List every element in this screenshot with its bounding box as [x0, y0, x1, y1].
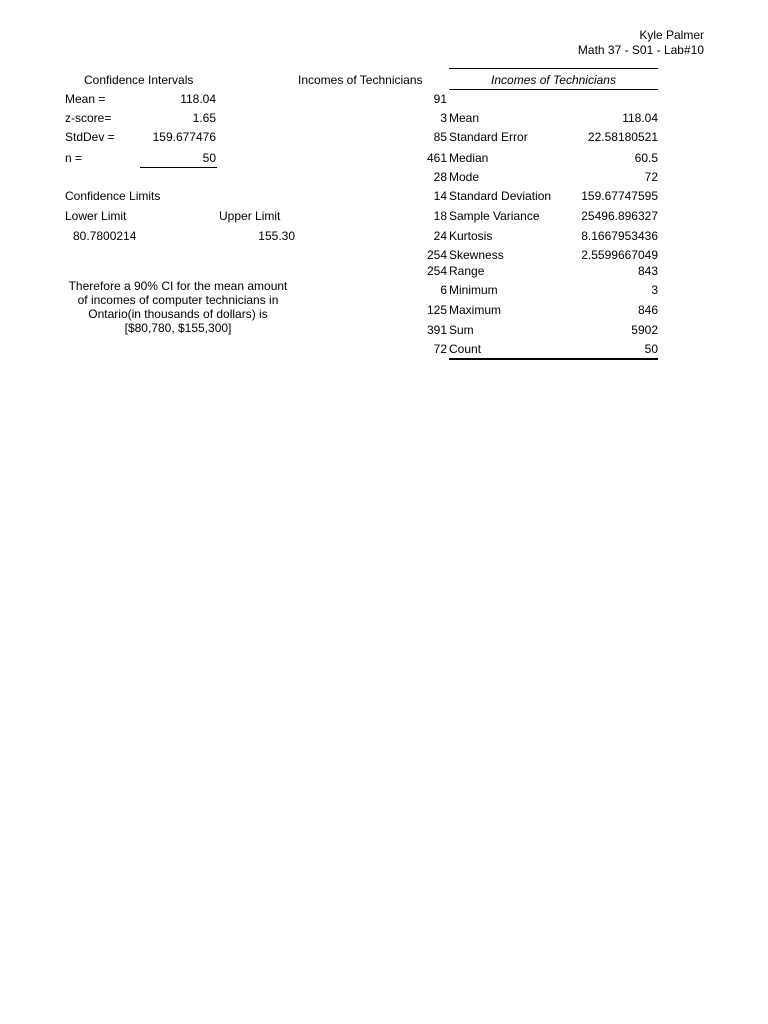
stats-bottom-rule: [449, 358, 658, 360]
income-value: 6: [440, 283, 447, 297]
stats-row-value: 2.5599667049: [581, 248, 658, 262]
n-label: n =: [65, 151, 83, 165]
lower-limit-label: Lower Limit: [65, 209, 127, 223]
stats-row: [449, 283, 658, 297]
lower-limit-value: 80.7800214: [73, 229, 137, 243]
stats-row-label: Sample Variance: [449, 209, 540, 223]
stats-row: [449, 303, 658, 317]
income-value: 254: [426, 248, 447, 262]
income-value: 14: [433, 189, 447, 203]
stats-row-label: Mean: [449, 111, 480, 125]
stats-row-label: Median: [449, 151, 489, 165]
stats-row-value: 72: [644, 170, 658, 184]
stats-row-label: Kurtosis: [449, 229, 493, 243]
mean-value: 118.04: [180, 92, 216, 106]
stats-row: [449, 189, 658, 203]
n-value: 50: [202, 151, 216, 165]
sd-label: StdDev =: [65, 130, 115, 144]
income-value: 72: [433, 342, 447, 356]
stats-row: [449, 209, 658, 223]
stats-row: [449, 111, 658, 125]
stats-row-value: 843: [637, 264, 658, 278]
stats-row-value: 846: [637, 303, 658, 317]
stats-row-value: 3: [651, 283, 658, 297]
income-value: 461: [426, 151, 447, 165]
stats-table-header: Incomes of Technicians: [491, 73, 616, 87]
income-value: 3: [440, 111, 447, 125]
income-value: 254: [426, 264, 447, 278]
income-value: 91: [433, 92, 447, 106]
stats-row-label: Range: [449, 264, 485, 278]
stats-row: [449, 264, 658, 278]
stats-row: [449, 248, 658, 262]
income-value: 18: [433, 209, 447, 223]
stats-row-value: 25496.896327: [581, 209, 658, 223]
income-value: 125: [426, 303, 447, 317]
stats-row-value: 8.1667953436: [581, 229, 658, 243]
income-value: 391: [426, 323, 447, 337]
stats-row-label: Mode: [449, 170, 480, 184]
stats-row: [449, 130, 658, 144]
stats-row-label: Standard Error: [449, 130, 528, 144]
stats-row-value: 5902: [631, 323, 658, 337]
stats-row: [449, 229, 658, 243]
stats-row: [449, 170, 658, 184]
stats-row-value: 159.67747595: [581, 189, 658, 203]
mean-label: Mean =: [65, 92, 106, 106]
stats-row-label: Maximum: [449, 303, 502, 317]
upper-limit-value: 155.30: [258, 229, 295, 243]
conclusion-text: Therefore a 90% CI for the mean amount of incomes of computer technicians in Ontario(in thousands of dollars) is [$80,780, $155,300]: [68, 279, 288, 335]
upper-limit-label: Upper Limit: [219, 209, 281, 223]
stats-header-rule: [449, 89, 658, 90]
ci-title: Confidence Intervals: [84, 73, 194, 87]
sd-value: 159.677476: [152, 130, 216, 144]
z-label: z-score=: [65, 111, 112, 125]
stats-row-label: Standard Deviation: [449, 189, 552, 203]
course-label: Math 37 - S01 - Lab#10: [577, 43, 704, 57]
incomes-column-header: Incomes of Technicians: [298, 73, 423, 87]
stats-row: [449, 323, 658, 337]
stats-row-label: Sum: [449, 323, 474, 337]
stats-row-label: Count: [449, 342, 482, 356]
n-underline: [140, 167, 217, 168]
stats-row-label: Minimum: [449, 283, 498, 297]
stats-row-value: 60.5: [634, 151, 658, 165]
z-value: 1.65: [192, 111, 216, 125]
stats-row: [449, 151, 658, 165]
stats-row-value: 118.04: [622, 111, 658, 125]
stats-top-rule: [449, 68, 658, 69]
stats-row-label: Skewness: [449, 248, 504, 262]
stats-row: [449, 342, 658, 356]
author-name: Kyle Palmer: [639, 28, 704, 42]
stats-row-value: 22.58180521: [587, 130, 658, 144]
stats-row-value: 50: [644, 342, 658, 356]
limits-title: Confidence Limits: [65, 189, 161, 203]
income-value: 24: [433, 229, 447, 243]
income-value: 85: [433, 130, 447, 144]
income-value: 28: [433, 170, 447, 184]
